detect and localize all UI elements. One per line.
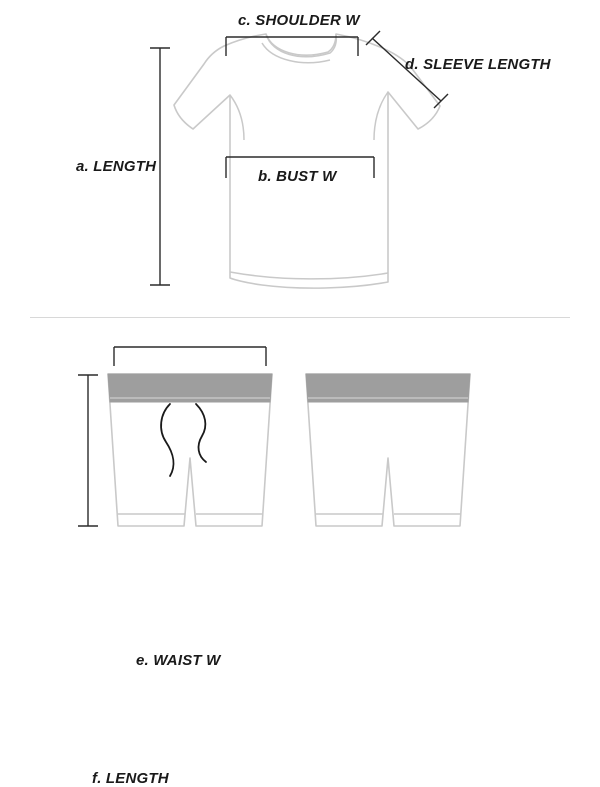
label-body-length: a. LENGTH: [76, 158, 157, 175]
shorts-front: [108, 374, 272, 526]
label-short-length: f. LENGTH: [92, 770, 169, 787]
label-waist-width: e. WAIST W: [136, 652, 221, 669]
label-shoulder-width: c. SHOULDER W: [238, 12, 360, 29]
shorts-back: [306, 374, 470, 526]
shorts-diagram: [0, 318, 600, 600]
shorts-panel: [0, 318, 600, 787]
tshirt-outline: [174, 34, 440, 288]
tshirt-panel: [0, 0, 600, 318]
label-bust-width: b. BUST W: [258, 168, 337, 185]
label-sleeve-length: d. SLEEVE LENGTH: [405, 56, 551, 73]
